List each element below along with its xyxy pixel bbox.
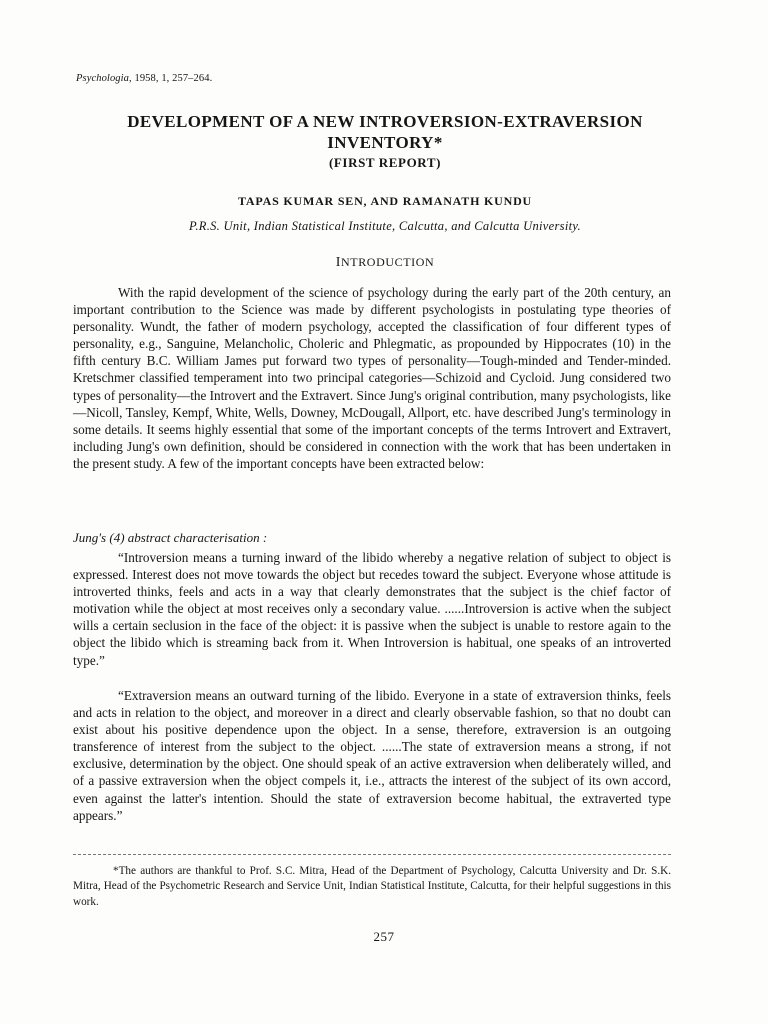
- journal-citation: [76, 73, 212, 84]
- extraversion-quote: “Extraversion means an outward turning of the libido. Everyone in a state of extraversion thinks, feels and acts in relation to the object, and moreover in a direct and clearly observable fashion, so that no doubt can exist about his positive dependence upon the object. In a sense, therefore, extraversion is an outgoing transference of interest from the subject to the object. ......The state of extraversion means a strong, if not exclusive, determination by the object. One should speak of an active extraversion when deliberately willed, and of a passive extraversion when the object compels it, i.e., attracts the interest of the subject of its own accord, even against the latter's intention. Should the state of extraversion become habitual, the extraverted type appears.”: [73, 688, 671, 823]
- introversion-quote: “Introversion means a turning inward of the libido whereby a negative relation of subject to object is expressed. Interest does not move towards the object but recedes toward the subject. Everyone whose attitude is introverted thinks, feels and acts in a way that clearly demonstrates that the subject is the chief factor of motivation while the object at most receives only a secondary value. ......Introversion is active when the subject wills a certain seclusion in the face of the object: it is passive when the subject is unable to restore again to the object the libido which is streaming back from it. When Introversion is habitual, one speaks of an introverted type.”: [73, 550, 671, 668]
- page-number: 257: [373, 929, 395, 944]
- section-heading-rest: NTRODUCTION: [341, 255, 435, 269]
- intro-paragraph-block: [73, 284, 671, 472]
- article-title-line-1: DEVELOPMENT OF A NEW INTROVERSION-EXTRAVERSION: [127, 112, 643, 131]
- journal-name: Psychologia,: [76, 73, 132, 84]
- author-affiliation: P.R.S. Unit, Indian Statistical Institute, Calcutta, and Calcutta University.: [189, 219, 581, 233]
- intro-paragraph: With the rapid development of the science of psychology during the early part of the 20th century, an important contribution to the Science was made by different psychologists in postulating type theories of personality. Wundt, the father of modern psychology, accepted the classification of four different types of personality, e.g., Sanguine, Melancholic, Choleric and Phlegmatic, as propounded by Hippocrates (10) in the fifth century B.C. William James put forward two types of personality—Tough-minded and Tender-minded. Kretschmer classified temperament into two principal categories—Schizoid and Cycloid. Jung considered two types of personality—the Introvert and the Extravert. Since Jung's original contribution, many psychologists, like—Nicoll, Tansley, Kempf, White, Wells, Downey, McDougall, Allport, etc. have described Jung's terminology in some details. It seems highly essential that some of the important concepts of the terms Introvert and Extravert, including Jung's own definition, should be considered in connection with the work that has been undertaken in the present study. A few of the important concepts have been extracted below:: [73, 285, 671, 471]
- acknowledgement-footnote: *The authors are thankful to Prof. S.C. Mitra, Head of the Department of Psychology, Calcutta University and Dr. S.K. Mitra, Head of the Psychometric Research and Service Unit, Indian Statistical Institute, Calcutta, for their helpful suggestions in this work.: [73, 865, 671, 908]
- footnote-block: [73, 864, 671, 910]
- section-heading-introduction: [60, 255, 710, 271]
- article-subtitle: (FIRST REPORT): [328, 155, 442, 170]
- journal-volume-pages: 1958, 1, 257–264.: [134, 73, 213, 84]
- extraversion-quote-block: [73, 687, 671, 824]
- introversion-quote-block: [73, 549, 671, 669]
- footnote-divider: [73, 854, 671, 855]
- jung-characterisation-heading: Jung's (4) abstract characterisation :: [73, 530, 268, 545]
- section-heading-initial: I: [335, 255, 341, 270]
- article-title-line-2: INVENTORY*: [327, 133, 443, 152]
- author-list: TAPAS KUMAR SEN, AND RAMANATH KUNDU: [238, 194, 532, 208]
